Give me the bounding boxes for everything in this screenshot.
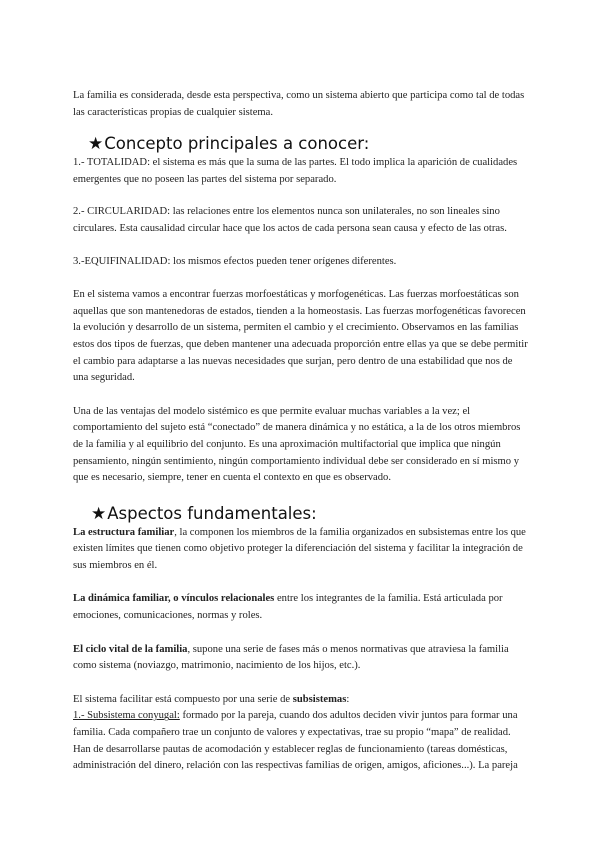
paragraph-conyugal: 1.- Subsistema conyugal: formado por la pareja, cuando dos adultos deciden vivir juntos para formar una familia. Cada compañero trae un conjunto de valores y expectativas, trae su propio “mapa” de realidad. Han de desarrollarse pautas de acomodación y establecer reglas de funcionamiento (tareas domésticas, administración del dinero, relación con las respectivas familias de origen, amigos, aficiones...). La pareja	[73, 710, 518, 772]
term-subsistemas: subsistemas	[292, 693, 347, 705]
section-heading-conceptos-text: Concepto principales a conocer:	[104, 134, 370, 154]
intro-paragraph: La familia es considerada, desde esta perspectiva, como un sistema abierto que participa como tal de todas las características propias de cualquier sistema.	[73, 90, 525, 118]
paragraph-ciclo: El ciclo vital de la familia, supone una serie de fases más o menos normativas que atraviesa la familia como sistema (noviazgo, matrimonio, nacimiento de los hijos, etc.).	[73, 643, 509, 672]
term-conyugal: 1.- Subsistema conyugal:	[73, 710, 180, 722]
section-heading-conceptos	[73, 133, 528, 155]
concept-equifinalidad: 3.-EQUIFINALIDAD: los mismos efectos pueden tener orígenes diferentes.	[73, 255, 397, 267]
star-icon: ★	[88, 134, 104, 155]
paragraph-estructura: La estructura familiar, la componen los miembros de la familia organizados en subsistemas entre los que existen límites que tienen como objetivo proteger la diferenciación del sistema y facilitar la integración de sus miembros en él.	[73, 526, 526, 571]
paragraph-ventajas: Una de las ventajas del modelo sistémico es que permite evaluar muchas variables a la vez; el comportamiento del sujeto está “conectado” de manera dinámica y no estática, a la de los otros miembros de la familia y al equilibrio del conjunto. Es una aproximación multifactorial que implica que ningún pensamiento, ningún sentimiento, ningún comportamiento individual debe ser considerado en sí mismo y que es necesario, siempre, tener en cuenta el contexto en que es observado.	[73, 405, 521, 484]
paragraph-fuerzas: En el sistema vamos a encontrar fuerzas morfoestáticas y morfogenéticas. Las fuerzas morfoestáticas son aquellas que son mantenedoras de estados, tienden a la homeostasis. Las fuerzas morfogenéticas favorecen la evolución y desarrollo de un sistema, permiten el cambio y el crecimiento. Observamos en las familias estos dos tipos de fuerzas, que deben mantener una adecuada proporción entre ellas ya que se debe permitir el cambio para adaptarse a las nuevas necesidades que surjan, pero dentro de una estabilidad que nos de una seguridad.	[73, 289, 528, 384]
term-ciclo: El ciclo vital de la familia	[73, 643, 188, 655]
paragraph-dinamica: La dinámica familiar, o vínculos relacionales entre los integrantes de la familia. Está articulada por emociones, comunicaciones, normas y roles.	[73, 593, 503, 622]
term-estructura: La estructura familiar	[73, 526, 175, 538]
paragraph-subsistemas: El sistema facilitar está compuesto por una serie de subsistemas:	[73, 693, 350, 705]
star-icon: ★	[91, 503, 107, 524]
document-body	[73, 88, 528, 775]
section-heading-aspectos	[73, 503, 528, 525]
concept-circularidad: 2.- CIRCULARIDAD: las relaciones entre los elementos nunca son unilaterales, no son lineales sino circulares. Esta causalidad circular hace que los actos de cada persona sean causa y efecto de las otras.	[73, 206, 507, 234]
term-dinamica: La dinámica familiar, o vínculos relacionales	[73, 593, 275, 605]
concept-totalidad: 1.- TOTALIDAD: el sistema es más que la suma de las partes. El todo implica la aparición de cualidades emergentes que no poseen las partes del sistema por separado.	[73, 157, 518, 185]
section-heading-aspectos-text: Aspectos fundamentales:	[107, 503, 317, 523]
